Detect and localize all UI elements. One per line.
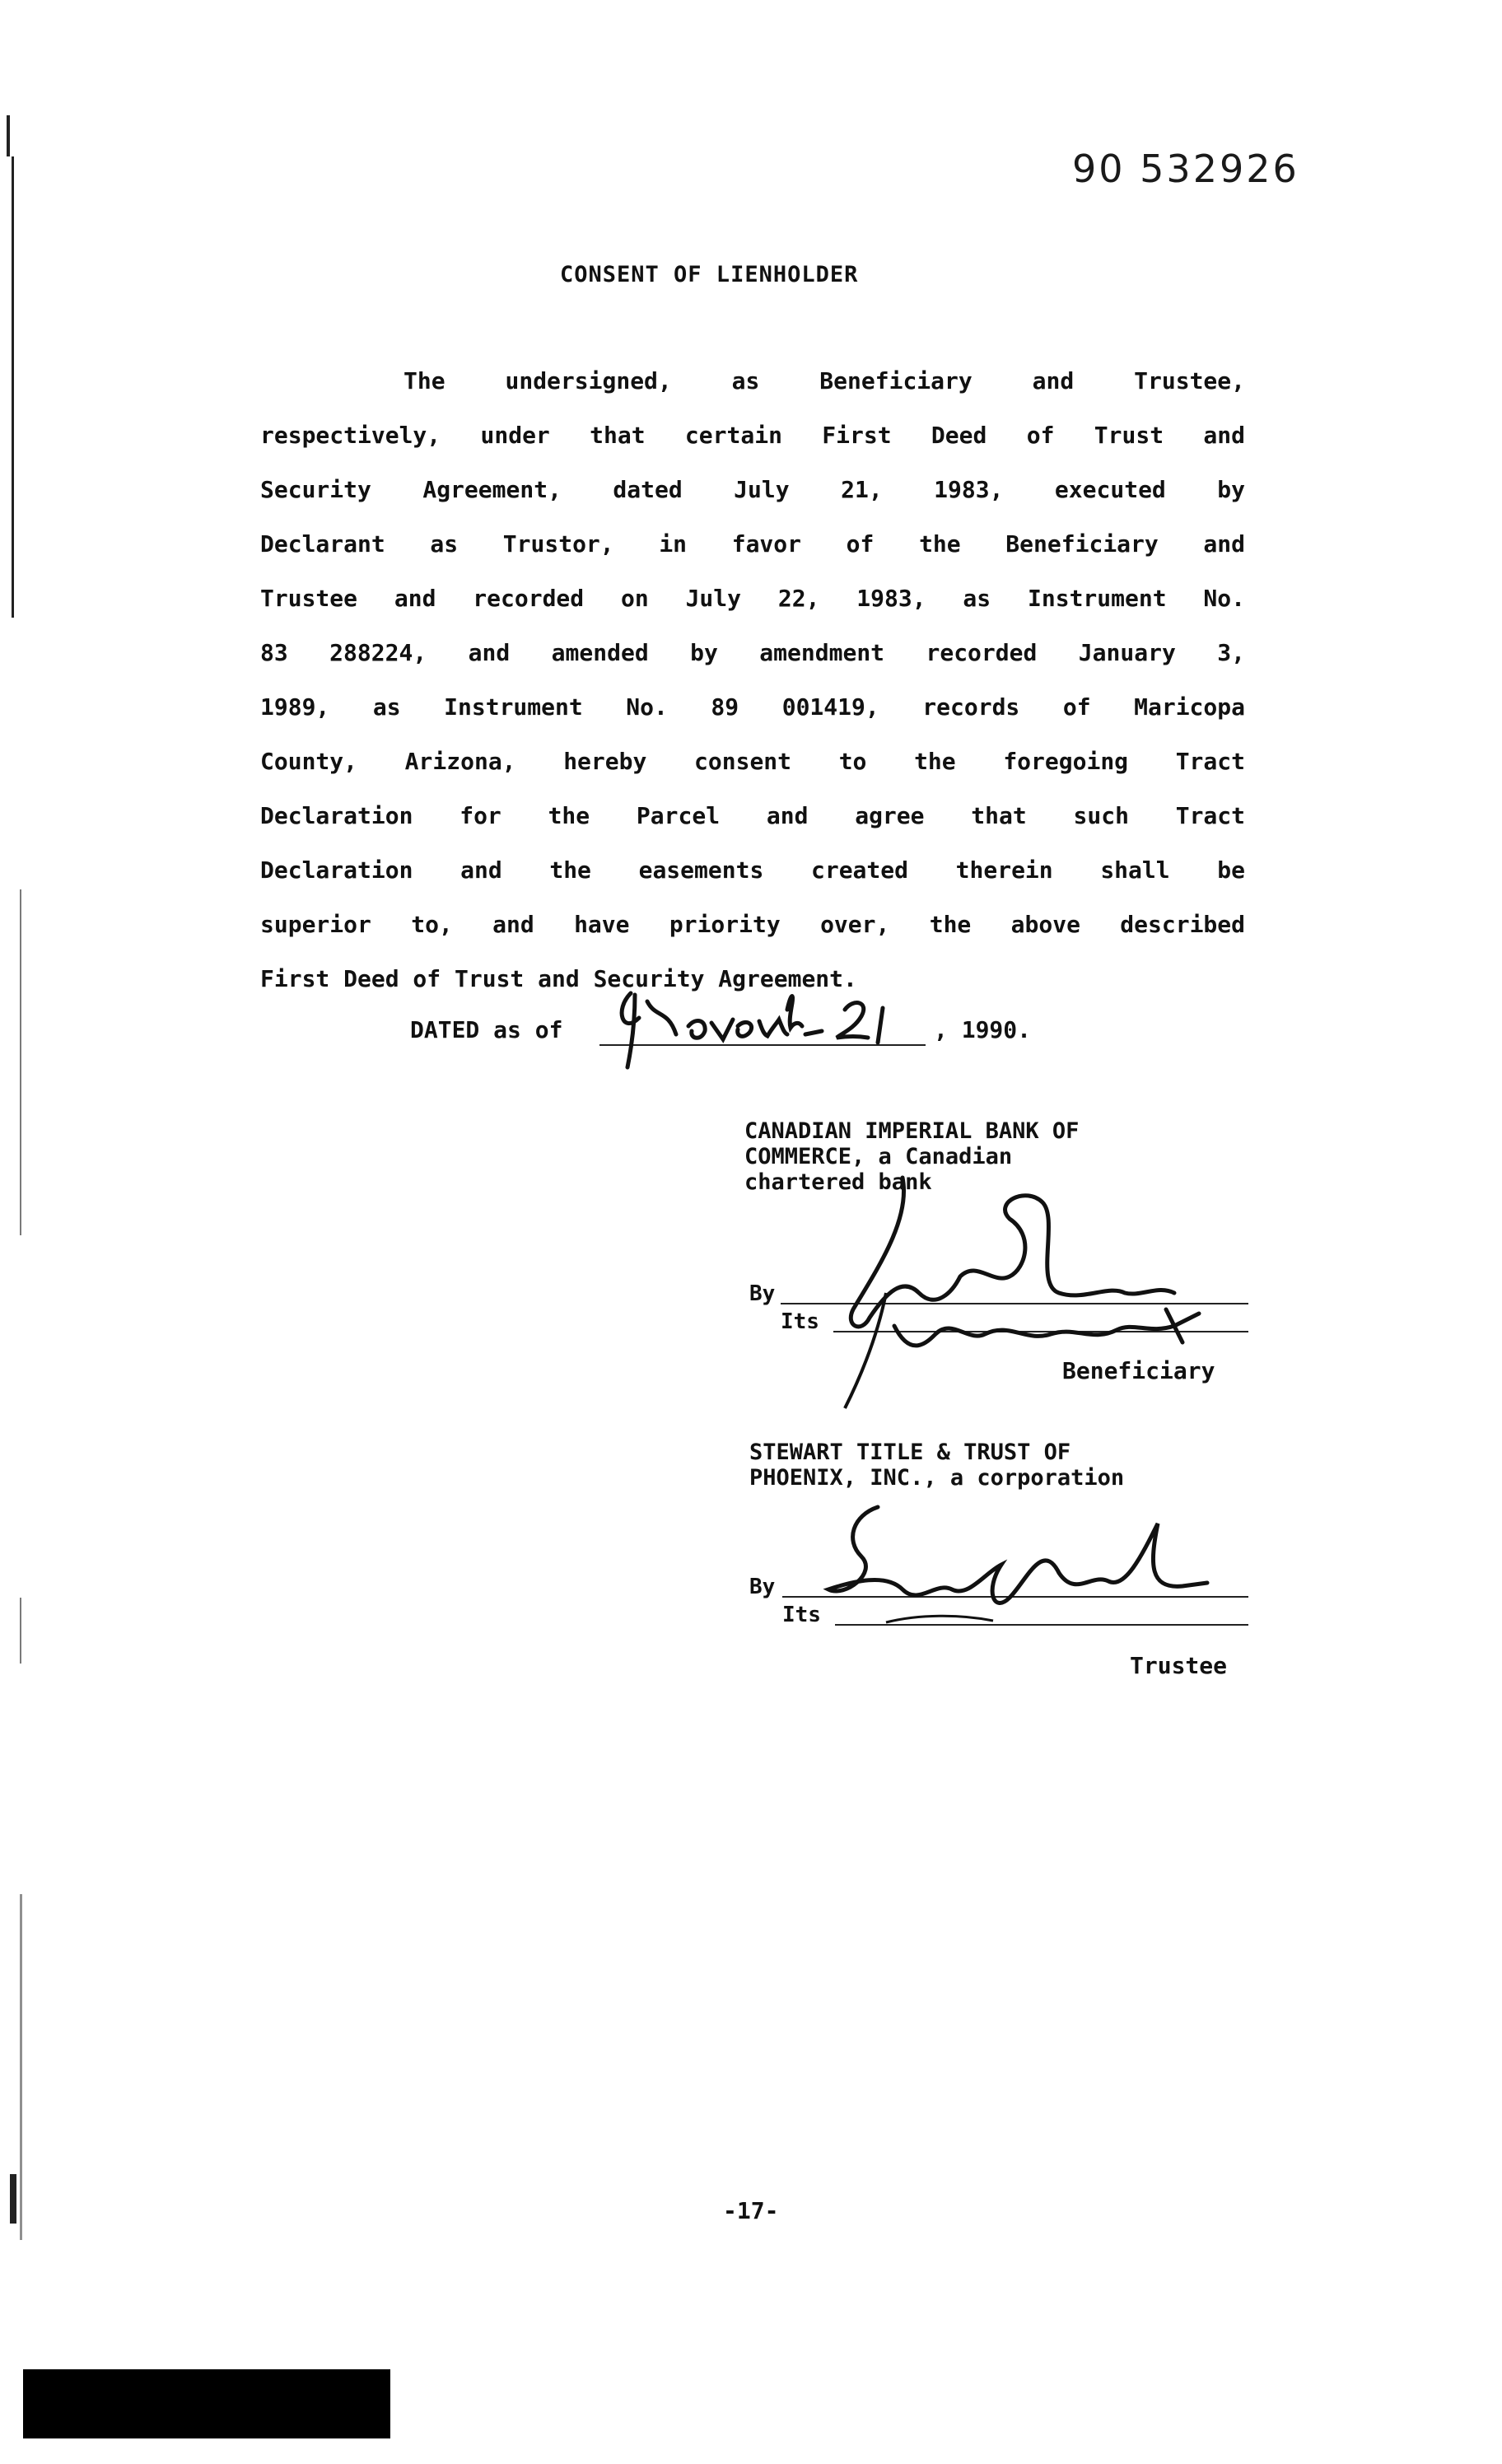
scan-margin-mark xyxy=(20,1598,21,1664)
trustee-signature xyxy=(795,1491,1224,1639)
paragraph-line: Declaration and the easements created therein shall be xyxy=(260,856,1245,884)
beneficiary-by-label: By xyxy=(749,1281,776,1306)
scan-margin-mark xyxy=(20,1894,22,2240)
redaction-bar xyxy=(23,2369,390,2438)
paragraph-line: First Deed of Trust and Security Agreement. xyxy=(260,965,857,992)
paragraph-line: Declaration for the Parcel and agree that such Tract xyxy=(260,802,1245,829)
handwritten-date xyxy=(598,985,927,1076)
document-number: 90 532926 xyxy=(1072,147,1299,191)
trustee-name-line: STEWART TITLE & TRUST OF xyxy=(749,1440,1071,1465)
trustee-by-label: By xyxy=(749,1575,776,1599)
trustee-its-label: Its xyxy=(782,1603,821,1627)
scan-margin-mark xyxy=(7,115,10,156)
beneficiary-name-line: CANADIAN IMPERIAL BANK OF xyxy=(744,1118,1080,1144)
trustee-role: Trustee xyxy=(1130,1652,1228,1679)
paragraph-line: County, Arizona, hereby consent to the foregoing Tract xyxy=(260,748,1245,775)
paragraph-line: Declarant as Trustor, in favor of the Beneficiary and xyxy=(260,530,1245,558)
scan-margin-mark xyxy=(20,889,21,1235)
beneficiary-name-line: chartered bank xyxy=(744,1169,932,1195)
paragraph-line: Trustee and recorded on July 22, 1983, as Instrument No. xyxy=(260,585,1245,612)
beneficiary-name-line: COMMERCE, a Canadian xyxy=(744,1144,1013,1169)
paragraph-line: 1989, as Instrument No. 89 001419, records of Maricopa xyxy=(260,693,1245,721)
paragraph-line: 83 288224, and amended by amendment recorded January 3, xyxy=(260,639,1245,666)
dated-year: , 1990. xyxy=(934,1016,1032,1043)
scan-margin-mark xyxy=(10,2174,16,2224)
document-title: CONSENT OF LIENHOLDER xyxy=(560,262,859,287)
dated-label: DATED as of xyxy=(410,1016,563,1043)
paragraph-line: The undersigned, as Beneficiary and Trustee, xyxy=(403,367,1245,394)
trustee-name-line: PHOENIX, INC., a corporation xyxy=(749,1465,1125,1491)
page-number: -17- xyxy=(723,2197,779,2224)
paragraph-line: respectively, under that certain First Deed of Trust and xyxy=(260,422,1245,449)
scan-margin-mark xyxy=(12,156,14,618)
beneficiary-role: Beneficiary xyxy=(1062,1357,1215,1384)
beneficiary-its-label: Its xyxy=(781,1309,819,1334)
paragraph-line: superior to, and have priority over, the above described xyxy=(260,911,1245,938)
paragraph-line: Security Agreement, dated July 21, 1983, executed by xyxy=(260,476,1245,503)
